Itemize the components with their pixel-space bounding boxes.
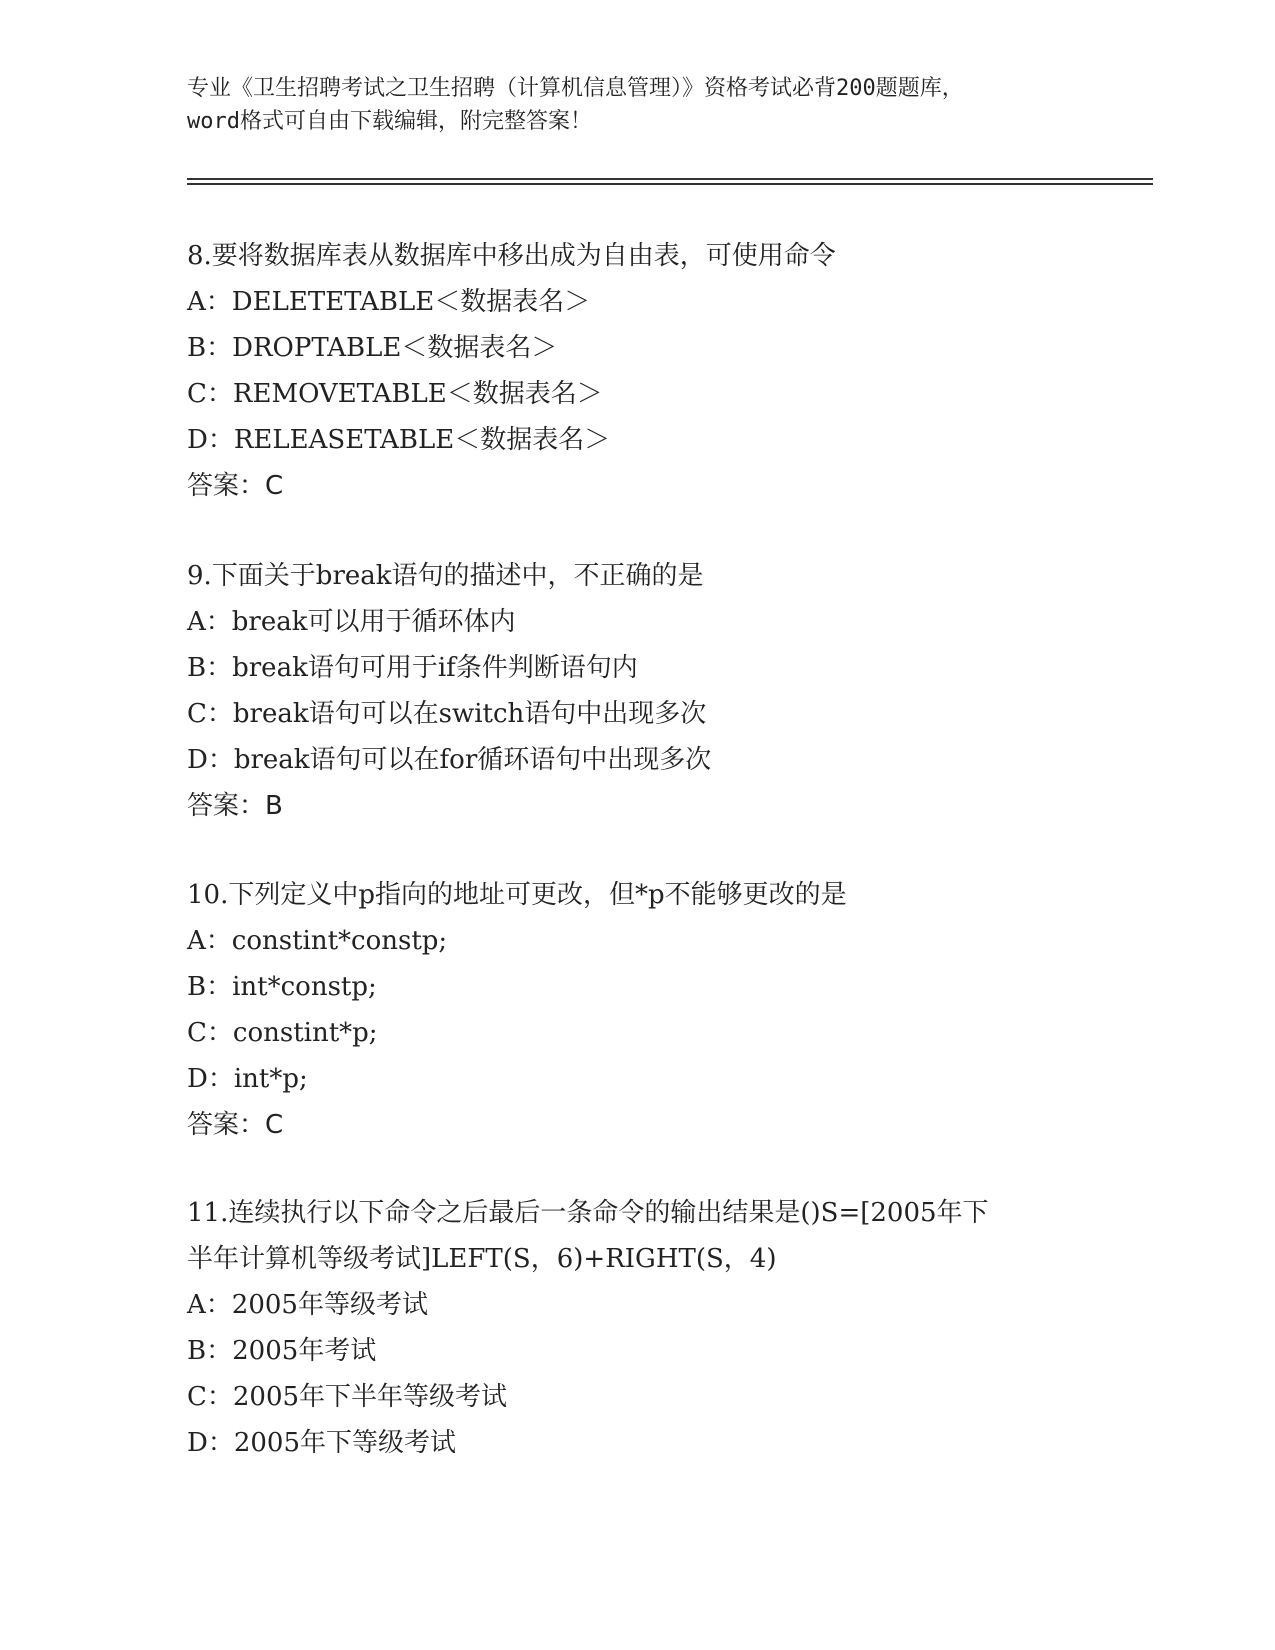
header-line-2: word格式可自由下载编辑，附完整答案！	[187, 109, 592, 134]
option-c: C：2005年下半年等级考试	[187, 1382, 508, 1412]
option-a: A：2005年等级考试	[187, 1290, 428, 1320]
option-a: A：DELETETABLE＜数据表名＞	[187, 287, 591, 317]
option-d: D：RELEASETABLE＜数据表名＞	[187, 425, 611, 455]
question-stem: 11.连续执行以下命令之后最后一条命令的输出结果是()S=[2005年下	[187, 1198, 989, 1228]
question-stem: 10.下列定义中p指向的地址可更改，但*p不能够更改的是	[187, 880, 847, 910]
option-b: B：DROPTABLE＜数据表名＞	[187, 333, 558, 363]
question-8	[187, 233, 1147, 509]
header-divider-bottom	[187, 183, 1153, 185]
header-divider-top	[187, 178, 1153, 180]
option-b: B：break语句可用于if条件判断语句内	[187, 653, 638, 683]
option-d: D：int*p;	[187, 1064, 308, 1094]
option-a: A：constint*constp;	[187, 926, 448, 956]
answer-label: 答案：C	[187, 471, 284, 501]
question-stem: 8.要将数据库表从数据库中移出成为自由表，可使用命令	[187, 241, 836, 271]
option-d: D：2005年下等级考试	[187, 1428, 457, 1458]
option-c: C：REMOVETABLE＜数据表名＞	[187, 379, 603, 409]
option-b: B：int*constp;	[187, 972, 377, 1002]
option-c: C：break语句可以在switch语句中出现多次	[187, 699, 707, 729]
question-10	[187, 872, 1147, 1148]
option-c: C：constint*p;	[187, 1018, 378, 1048]
question-stem-continued: 半年计算机等级考试]LEFT(S，6)+RIGHT(S，4)	[187, 1244, 777, 1274]
answer-label: 答案：B	[187, 791, 283, 821]
question-stem: 9.下面关于break语句的描述中，不正确的是	[187, 561, 704, 591]
header-line-1: 专业《卫生招聘考试之卫生招聘（计算机信息管理）》资格考试必背200题题库，	[187, 76, 964, 101]
question-11	[187, 1190, 1147, 1466]
option-d: D：break语句可以在for循环语句中出现多次	[187, 745, 712, 775]
option-b: B：2005年考试	[187, 1336, 377, 1366]
option-a: A：break可以用于循环体内	[187, 607, 516, 637]
document-header	[187, 72, 1087, 138]
answer-label: 答案：C	[187, 1110, 284, 1140]
question-9	[187, 553, 1147, 829]
